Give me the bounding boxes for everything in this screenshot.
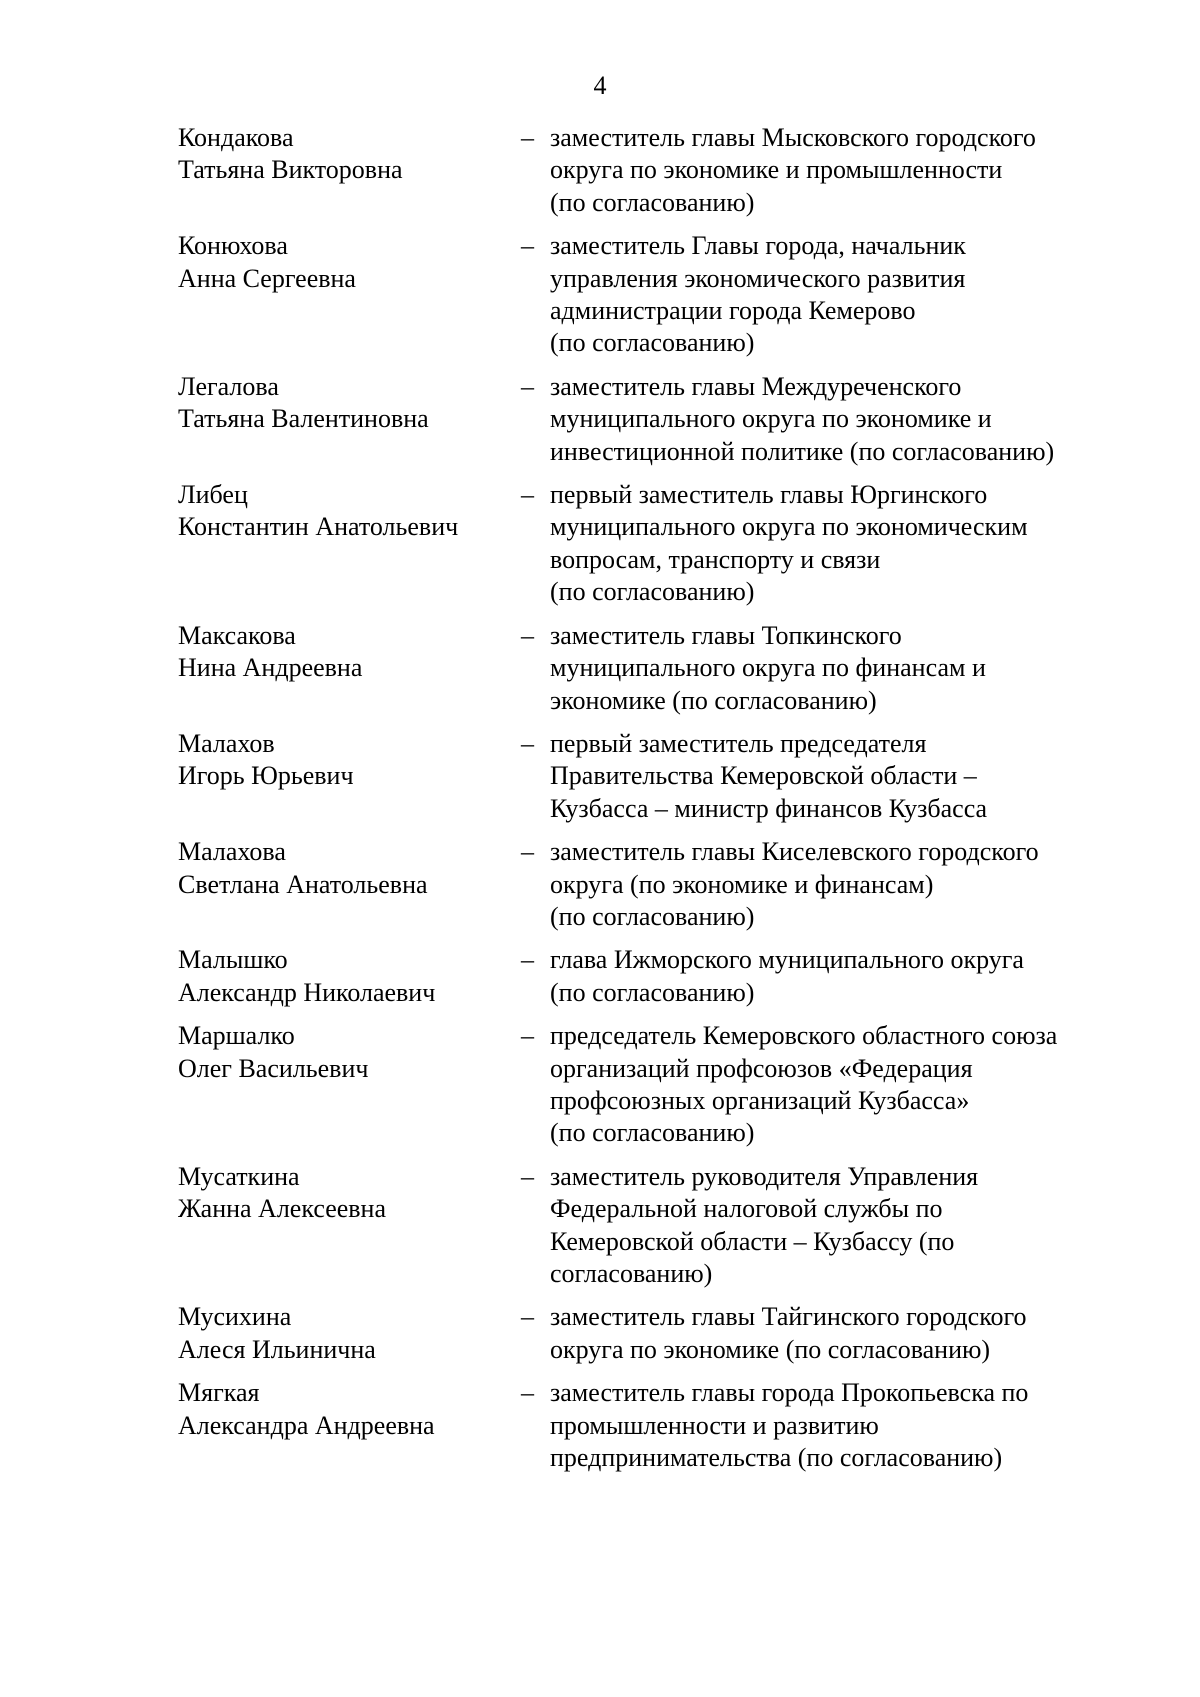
position-line: управления экономического развития bbox=[550, 263, 966, 293]
position-line: экономике (по согласованию) bbox=[550, 685, 877, 715]
position-line: согласованию) bbox=[550, 1259, 713, 1288]
person-name bbox=[178, 122, 521, 187]
person-name bbox=[178, 836, 521, 901]
person-name bbox=[178, 620, 521, 685]
person-given-names: Алеся Ильинична bbox=[178, 1334, 376, 1364]
person-given-names: Жанна Алексеевна bbox=[178, 1194, 386, 1224]
dash-separator: – bbox=[521, 371, 534, 401]
dash-separator: – bbox=[521, 123, 534, 152]
list-item bbox=[178, 728, 1138, 825]
person-given-names: Нина Андреевна bbox=[178, 653, 363, 683]
person-surname: Легалова bbox=[178, 371, 279, 401]
person-name bbox=[178, 728, 521, 793]
position-line: (по согласованию) bbox=[550, 901, 755, 931]
list-item bbox=[178, 230, 1138, 360]
list-item bbox=[178, 1020, 1138, 1150]
person-name bbox=[178, 944, 521, 1009]
person-surname: Либец bbox=[178, 480, 248, 510]
position-line: округа по экономике (по согласованию) bbox=[550, 1334, 991, 1364]
dash-separator: – bbox=[521, 1378, 534, 1408]
person-name bbox=[178, 1020, 521, 1085]
list-item bbox=[178, 944, 1138, 1009]
list-item bbox=[178, 1301, 1138, 1366]
dash-separator: – bbox=[521, 837, 534, 867]
position-line: председатель Кемеровского областного союза bbox=[550, 1021, 1058, 1051]
position-line: промышленности и развитию bbox=[550, 1410, 879, 1440]
position-line: предпринимательства (по согласованию) bbox=[550, 1443, 1003, 1473]
position-line: заместитель главы Топкинского bbox=[550, 620, 902, 650]
position-line: заместитель Главы города, начальник bbox=[550, 231, 966, 261]
position-description bbox=[550, 728, 1138, 825]
page-number: 4 bbox=[593, 71, 607, 100]
position-description bbox=[550, 1161, 1138, 1291]
person-name bbox=[178, 371, 521, 436]
person-name bbox=[178, 1377, 521, 1442]
position-line: муниципального округа по экономическим bbox=[550, 512, 1028, 542]
position-line: округа (по экономике и финансам) bbox=[550, 869, 934, 899]
person-surname: Малышко bbox=[178, 945, 288, 975]
person-surname: Конюхова bbox=[178, 231, 288, 261]
dash-separator: – bbox=[521, 620, 534, 650]
position-description bbox=[550, 836, 1138, 933]
position-line: Кемеровской области – Кузбассу (по bbox=[550, 1226, 955, 1256]
position-line: (по согласованию) bbox=[550, 977, 755, 1007]
position-line: заместитель главы города Прокопьевска по bbox=[550, 1378, 1029, 1408]
position-line: округа по экономике и промышленности bbox=[550, 155, 1003, 185]
position-line: муниципального округа по финансам и bbox=[550, 653, 986, 683]
person-name bbox=[178, 230, 521, 295]
dash-separator: – bbox=[521, 1302, 534, 1332]
person-given-names: Александра Андреевна bbox=[178, 1410, 435, 1440]
person-given-names: Светлана Анатольевна bbox=[178, 869, 428, 899]
position-line: заместитель главы Тайгинского городского bbox=[550, 1302, 1027, 1332]
position-description bbox=[550, 1301, 1138, 1366]
person-given-names: Олег Васильевич bbox=[178, 1053, 369, 1083]
position-line: (по согласованию) bbox=[550, 1118, 755, 1148]
person-surname: Максакова bbox=[178, 620, 296, 650]
position-description bbox=[550, 1020, 1138, 1150]
member-list bbox=[178, 122, 1138, 1485]
position-line: Федеральной налоговой службы по bbox=[550, 1194, 943, 1224]
position-line: заместитель руководителя Управления bbox=[550, 1161, 979, 1191]
person-name bbox=[178, 1161, 521, 1226]
person-surname: Мусихина bbox=[178, 1302, 292, 1332]
person-surname: Мусаткина bbox=[178, 1161, 300, 1191]
position-description bbox=[550, 230, 1138, 360]
person-given-names: Анна Сергеевна bbox=[178, 263, 356, 293]
person-name bbox=[178, 479, 521, 544]
list-item bbox=[178, 836, 1138, 933]
dash-separator: – bbox=[521, 1021, 534, 1051]
person-given-names: Константин Анатольевич bbox=[178, 512, 459, 542]
position-description bbox=[550, 479, 1138, 609]
dash-separator: – bbox=[521, 728, 534, 758]
list-item bbox=[178, 479, 1138, 609]
position-line: заместитель главы Мысковского городского bbox=[550, 123, 1036, 152]
person-given-names: Татьяна Валентиновна bbox=[178, 404, 429, 434]
person-surname: Малахова bbox=[178, 837, 286, 867]
position-line: первый заместитель председателя bbox=[550, 728, 927, 758]
list-item bbox=[178, 122, 1138, 219]
dash-separator: – bbox=[521, 231, 534, 261]
position-description bbox=[550, 371, 1138, 468]
dash-separator: – bbox=[521, 945, 534, 975]
person-given-names: Татьяна Викторовна bbox=[178, 155, 403, 185]
position-line: администрации города Кемерово bbox=[550, 296, 916, 326]
person-surname: Кондакова bbox=[178, 123, 294, 152]
dash-separator: – bbox=[521, 1161, 534, 1191]
position-description bbox=[550, 944, 1138, 1009]
person-surname: Малахов bbox=[178, 728, 275, 758]
position-line: Правительства Кемеровской области – bbox=[550, 761, 977, 791]
position-line: организаций профсоюзов «Федерация bbox=[550, 1053, 973, 1083]
list-item bbox=[178, 620, 1138, 717]
position-line: (по согласованию) bbox=[550, 577, 755, 607]
list-item bbox=[178, 1377, 1138, 1474]
position-line: (по согласованию) bbox=[550, 187, 755, 217]
list-item bbox=[178, 1161, 1138, 1291]
person-surname: Мягкая bbox=[178, 1378, 260, 1408]
position-line: (по согласованию) bbox=[550, 328, 755, 358]
position-description bbox=[550, 1377, 1138, 1474]
person-given-names: Игорь Юрьевич bbox=[178, 761, 354, 791]
person-surname: Маршалко bbox=[178, 1021, 295, 1051]
position-line: вопросам, транспорту и связи bbox=[550, 544, 881, 574]
position-line: профсоюзных организаций Кузбасса» bbox=[550, 1085, 970, 1115]
dash-separator: – bbox=[521, 480, 534, 510]
position-line: инвестиционной политике (по согласованию) bbox=[550, 436, 1055, 466]
person-given-names: Александр Николаевич bbox=[178, 977, 436, 1007]
position-line: Кузбасса – министр финансов Кузбасса bbox=[550, 793, 988, 823]
position-description bbox=[550, 620, 1138, 717]
list-item bbox=[178, 371, 1138, 468]
person-name bbox=[178, 1301, 521, 1366]
position-line: первый заместитель главы Юргинского bbox=[550, 480, 988, 510]
position-description bbox=[550, 122, 1138, 219]
position-line: заместитель главы Междуреченского bbox=[550, 371, 962, 401]
position-line: заместитель главы Киселевского городского bbox=[550, 837, 1039, 867]
position-line: муниципального округа по экономике и bbox=[550, 404, 992, 434]
position-line: глава Ижморского муниципального округа bbox=[550, 945, 1024, 975]
